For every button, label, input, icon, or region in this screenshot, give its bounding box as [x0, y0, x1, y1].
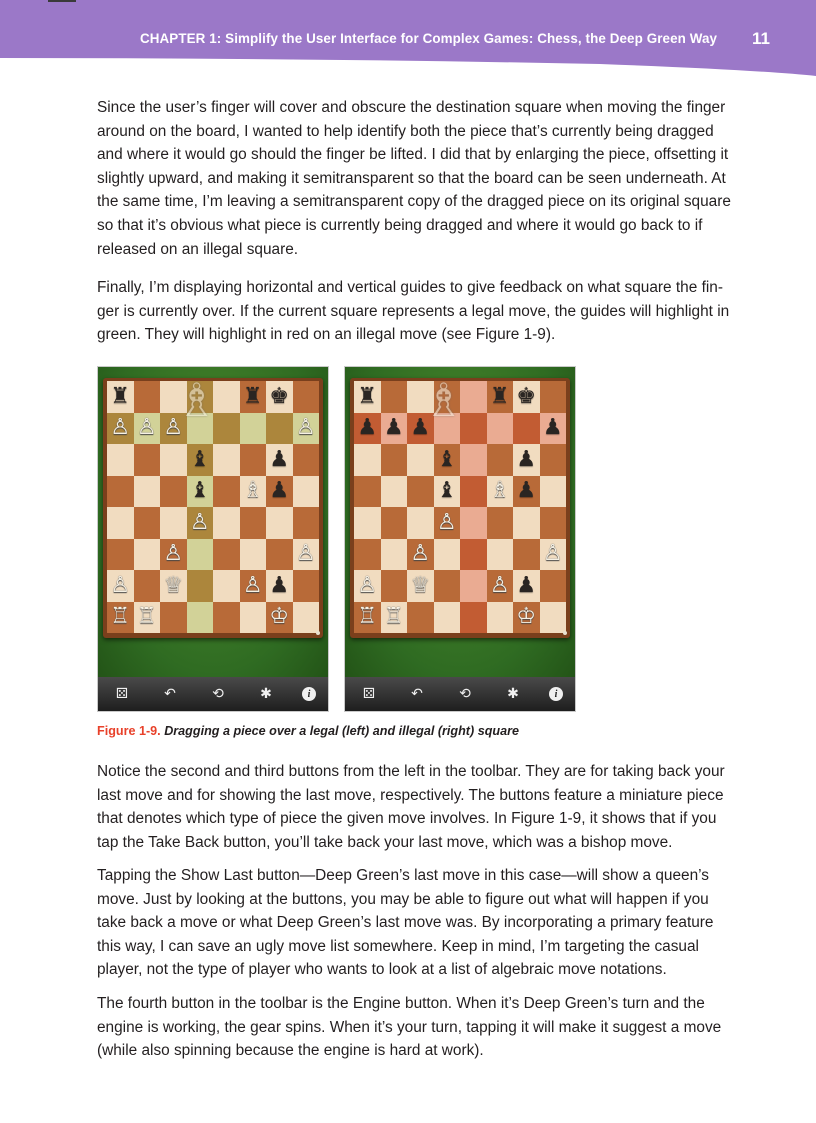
board-square[interactable]	[240, 381, 267, 413]
toolbar	[98, 677, 328, 711]
board-corner-dot	[563, 631, 567, 635]
board-square[interactable]	[107, 413, 134, 445]
chess-piece[interactable]: ♙	[357, 572, 378, 598]
dragged-piece-enlarged[interactable]: ♗	[176, 373, 218, 427]
chess-piece[interactable]: ♚	[269, 383, 290, 409]
chess-piece[interactable]: ♝	[436, 478, 457, 504]
board-square[interactable]	[160, 602, 187, 634]
chess-piece[interactable]: ♙	[295, 415, 316, 441]
board-square[interactable]	[513, 507, 540, 539]
chess-piece[interactable]: ♙	[110, 572, 131, 598]
board-square[interactable]	[540, 570, 567, 602]
chess-piece[interactable]: ♙	[136, 415, 157, 441]
board-square[interactable]	[107, 381, 134, 413]
info-icon[interactable]: i	[302, 687, 316, 701]
board-square[interactable]	[266, 539, 293, 571]
board-square[interactable]	[134, 570, 161, 602]
board-square[interactable]	[513, 381, 540, 413]
chess-piece[interactable]: ♙	[163, 415, 184, 441]
board-square[interactable]	[160, 570, 187, 602]
board-square[interactable]	[381, 476, 408, 508]
board-square[interactable]	[187, 507, 214, 539]
chess-piece[interactable]: ♟	[383, 415, 404, 441]
board-square[interactable]	[540, 413, 567, 445]
board-square[interactable]	[407, 476, 434, 508]
board-square[interactable]	[134, 444, 161, 476]
board-square[interactable]	[187, 602, 214, 634]
chess-piece[interactable]: ♜	[357, 383, 378, 409]
board-square[interactable]	[266, 381, 293, 413]
chess-piece[interactable]: ♖	[110, 604, 131, 630]
board-square[interactable]	[487, 476, 514, 508]
board-square[interactable]	[160, 444, 187, 476]
board-square[interactable]	[460, 476, 487, 508]
board-square[interactable]	[513, 476, 540, 508]
chess-piece[interactable]: ♟	[269, 446, 290, 472]
chess-piece[interactable]: ♖	[357, 604, 378, 630]
new-game-icon[interactable]: ⚄	[115, 686, 129, 702]
chess-piece[interactable]: ♚	[516, 383, 537, 409]
board-square[interactable]	[540, 444, 567, 476]
toolbar	[345, 677, 575, 711]
chess-piece[interactable]: ♟	[357, 415, 378, 441]
board-square[interactable]	[540, 476, 567, 508]
board-square[interactable]	[540, 539, 567, 571]
board-square[interactable]	[407, 539, 434, 571]
board-square[interactable]	[460, 570, 487, 602]
chess-piece[interactable]: ♙	[110, 415, 131, 441]
board-square[interactable]	[460, 507, 487, 539]
board-square[interactable]	[354, 476, 381, 508]
board-square[interactable]	[266, 507, 293, 539]
chess-piece[interactable]: ♕	[410, 572, 431, 598]
board-square[interactable]	[240, 570, 267, 602]
board-square[interactable]	[107, 602, 134, 634]
board-square[interactable]	[540, 602, 567, 634]
chess-piece[interactable]: ♝	[436, 446, 457, 472]
board-square[interactable]	[293, 570, 320, 602]
engine-gear-icon[interactable]: ✱	[260, 686, 272, 702]
board-square[interactable]	[160, 539, 187, 571]
board-square[interactable]	[240, 602, 267, 634]
paragraph: Since the user’s finger will cover and obscure the destination square when moving the finger around on the board, I wanted to help identify both the piece that’s currently being dragged and where it would go should the finger be lifted. I did that by enlarging the piece, offsetting it slightly upward, and making it semitransparent so that the board can be seen underneath. At the same time, I’m leaving a semitransparent copy of the dragged piece on its original square so that it’s obvious what piece is currently being dragged and where it would go back to if released on an illegal square.	[97, 99, 731, 258]
board-square[interactable]	[407, 570, 434, 602]
board-square[interactable]	[354, 444, 381, 476]
board-square[interactable]	[107, 476, 134, 508]
board-square[interactable]	[513, 570, 540, 602]
board-square[interactable]	[354, 602, 381, 634]
board-square[interactable]	[187, 539, 214, 571]
board-square[interactable]	[107, 539, 134, 571]
figure-right-illegal	[344, 366, 576, 712]
board-square[interactable]	[266, 570, 293, 602]
board-square[interactable]	[487, 602, 514, 634]
board-square[interactable]	[407, 602, 434, 634]
board-square[interactable]	[293, 507, 320, 539]
figure-caption	[97, 724, 519, 738]
board-square[interactable]	[434, 476, 461, 508]
chess-piece[interactable]: ♕	[163, 572, 184, 598]
chess-piece[interactable]: ♟	[516, 572, 537, 598]
board-square[interactable]	[213, 507, 240, 539]
paragraph: Tapping the Show Last button—Deep Green’s last move in this case—will show a queen’s move. Just by looking at the buttons, you may be able to figure out what will happen if you take back a move or what Deep Green’s last move was. By incorporating a primary feature this way, I can save an ugly move list somewhere. Keep in mind, I’m targeting the casual player, not the type of player who wants to look at a list of algebraic move notations.	[97, 867, 714, 979]
chess-piece[interactable]: ♙	[489, 572, 510, 598]
board-square[interactable]	[513, 444, 540, 476]
board-square[interactable]	[293, 444, 320, 476]
board-square[interactable]	[407, 444, 434, 476]
board-square[interactable]	[213, 539, 240, 571]
board-square[interactable]	[354, 381, 381, 413]
board-square[interactable]	[381, 602, 408, 634]
paragraph: Notice the second and third buttons from the left in the toolbar. They are for taking back your last move and for showing the last move, respectively. The buttons feature a miniature piece that denotes which type of piece the given move involves. In Figure 1-9, it shows that if you tap the Take Back button, you’ll take back your last move, which was a bishop move.	[97, 763, 725, 851]
board-square[interactable]	[434, 602, 461, 634]
board-square[interactable]	[240, 539, 267, 571]
board-square[interactable]	[134, 602, 161, 634]
info-icon[interactable]: i	[549, 687, 563, 701]
chess-piece[interactable]: ♖	[136, 604, 157, 630]
chess-piece[interactable]: ♙	[295, 541, 316, 567]
chess-piece[interactable]: ♖	[383, 604, 404, 630]
board-square[interactable]	[240, 476, 267, 508]
board-square[interactable]	[187, 570, 214, 602]
board-square[interactable]	[354, 539, 381, 571]
chess-piece[interactable]: ♜	[242, 383, 263, 409]
board-square[interactable]	[434, 507, 461, 539]
board-square[interactable]	[134, 413, 161, 445]
board-square[interactable]	[460, 539, 487, 571]
board-square[interactable]	[434, 444, 461, 476]
chess-piece[interactable]: ♟	[542, 415, 563, 441]
board-square[interactable]	[540, 507, 567, 539]
chess-piece[interactable]: ♟	[516, 478, 537, 504]
board-square[interactable]	[381, 570, 408, 602]
chess-piece[interactable]: ♙	[410, 541, 431, 567]
page-corner-mark	[48, 0, 76, 2]
show-last-icon[interactable]: ⟲	[459, 686, 471, 702]
board-square[interactable]	[213, 570, 240, 602]
board-square[interactable]	[293, 476, 320, 508]
board-square[interactable]	[487, 413, 514, 445]
board-square[interactable]	[381, 539, 408, 571]
board-square[interactable]	[107, 507, 134, 539]
chess-piece[interactable]: ♔	[269, 604, 290, 630]
board-square[interactable]	[240, 444, 267, 476]
board-square[interactable]	[293, 539, 320, 571]
board-square[interactable]	[187, 476, 214, 508]
board-square[interactable]	[160, 507, 187, 539]
board-square[interactable]	[293, 381, 320, 413]
new-game-icon[interactable]: ⚄	[362, 686, 376, 702]
board-square[interactable]	[381, 507, 408, 539]
board-square[interactable]	[266, 413, 293, 445]
board-square[interactable]	[460, 602, 487, 634]
chess-piece[interactable]: ♟	[516, 446, 537, 472]
board-square[interactable]	[134, 381, 161, 413]
board-square[interactable]	[293, 413, 320, 445]
board-square[interactable]	[354, 570, 381, 602]
board-square[interactable]	[240, 507, 267, 539]
board-square[interactable]	[381, 444, 408, 476]
board-square[interactable]	[213, 602, 240, 634]
chess-piece[interactable]: ♟	[269, 478, 290, 504]
chess-piece[interactable]: ♔	[516, 604, 537, 630]
show-last-icon[interactable]: ⟲	[212, 686, 224, 702]
board-square[interactable]	[381, 381, 408, 413]
board-square[interactable]	[354, 413, 381, 445]
figure-left-legal	[97, 366, 329, 712]
board-square[interactable]	[134, 539, 161, 571]
paragraph: The fourth button in the toolbar is the Engine button. When it’s Deep Green’s turn and the engine is working, the gear spins. When it’s your turn, tapping it will make it suggest a move (while also spinning because the engine is hard at work).	[97, 995, 722, 1060]
board-square[interactable]	[407, 507, 434, 539]
board-square[interactable]	[354, 507, 381, 539]
board-square[interactable]	[434, 570, 461, 602]
running-head: CHAPTER 1: Simplify the User Interface for Complex Games: Chess, the Deep Green Way	[140, 31, 718, 46]
board-square[interactable]	[487, 570, 514, 602]
board-square[interactable]	[487, 539, 514, 571]
board-square[interactable]	[487, 381, 514, 413]
board-square[interactable]	[434, 539, 461, 571]
board-square[interactable]	[513, 539, 540, 571]
chess-piece[interactable]: ♙	[436, 509, 457, 535]
dragged-piece-enlarged[interactable]: ♗	[423, 373, 465, 427]
caption-text: Dragging a piece over a legal (left) and illegal (right) square	[164, 724, 519, 738]
take-back-icon[interactable]: ↶	[164, 686, 176, 702]
chess-piece[interactable]: ♝	[189, 478, 210, 504]
chess-piece[interactable]: ♙	[189, 509, 210, 535]
board-square[interactable]	[266, 476, 293, 508]
chess-piece[interactable]: ♜	[489, 383, 510, 409]
board-square[interactable]	[213, 444, 240, 476]
chess-piece[interactable]: ♜	[110, 383, 131, 409]
board-square[interactable]	[266, 602, 293, 634]
board-square[interactable]	[487, 507, 514, 539]
board-square[interactable]	[540, 381, 567, 413]
chess-piece[interactable]: ♗	[489, 478, 510, 504]
board-square[interactable]	[240, 413, 267, 445]
board-square[interactable]	[134, 476, 161, 508]
chess-piece[interactable]: ♟	[410, 415, 431, 441]
board-square[interactable]	[381, 413, 408, 445]
board-square[interactable]	[213, 476, 240, 508]
board-square[interactable]	[460, 444, 487, 476]
board-square[interactable]	[266, 444, 293, 476]
board-square[interactable]	[107, 444, 134, 476]
chess-piece[interactable]: ♗	[242, 478, 263, 504]
board-square[interactable]	[134, 507, 161, 539]
paragraph: Finally, I’m displaying horizontal and vertical guides to give feedback on what square the fin-ger is currently over. If the current square represents a legal move, the guides will highlight in green. They will highlight in red on an illegal move (see Figure 1-9).	[97, 279, 730, 344]
board-square[interactable]	[187, 444, 214, 476]
chess-piece[interactable]: ♙	[163, 541, 184, 567]
chess-piece[interactable]: ♙	[542, 541, 563, 567]
take-back-icon[interactable]: ↶	[411, 686, 423, 702]
board-square[interactable]	[487, 444, 514, 476]
chess-piece[interactable]: ♟	[269, 572, 290, 598]
engine-gear-icon[interactable]: ✱	[507, 686, 519, 702]
board-square[interactable]	[107, 570, 134, 602]
board-square[interactable]	[513, 602, 540, 634]
page-number: 11	[752, 29, 770, 48]
chess-piece[interactable]: ♝	[189, 446, 210, 472]
chess-piece[interactable]: ♙	[242, 572, 263, 598]
board-square[interactable]	[513, 413, 540, 445]
caption-label: Figure 1-9.	[97, 724, 161, 738]
board-square[interactable]	[293, 602, 320, 634]
board-corner-dot	[316, 631, 320, 635]
board-square[interactable]	[160, 476, 187, 508]
